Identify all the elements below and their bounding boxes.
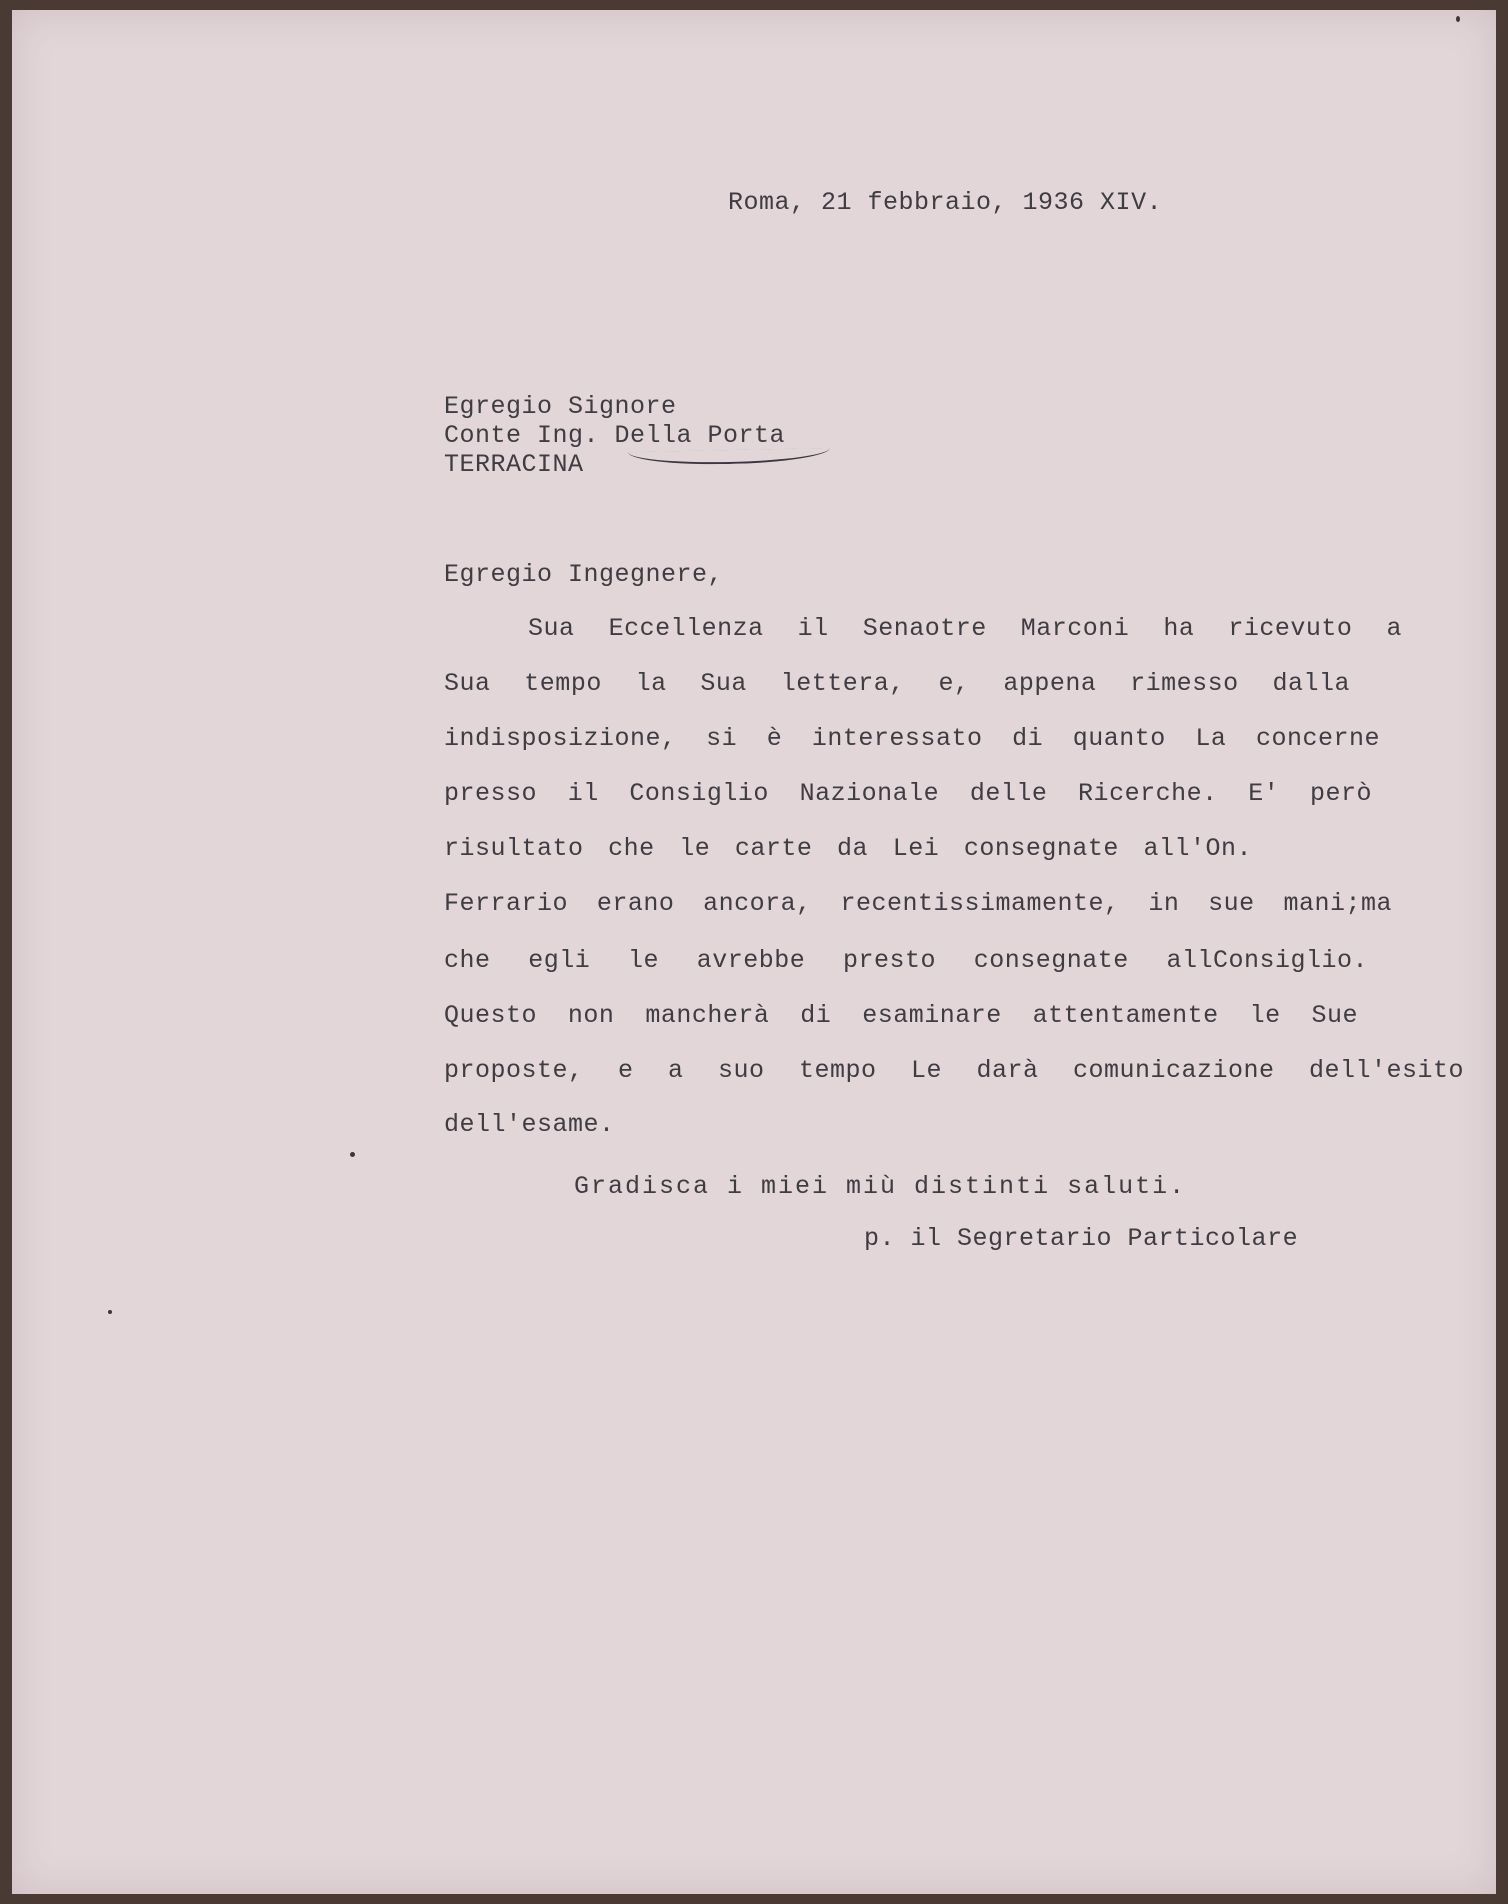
closing-line: Gradisca i miei miù distinti saluti. — [574, 1172, 1187, 1201]
body-line: risultato che le carte da Lei consegnate all'On. — [444, 834, 1252, 863]
salutation: Egregio Ingegnere, — [444, 560, 724, 589]
paper-speck — [108, 1310, 112, 1314]
recipient-name: Conte Ing. Della Porta — [444, 421, 786, 450]
signature-line: p. il Segretario Particolare — [864, 1224, 1299, 1253]
body-line: presso il Consiglio Nazionale delle Ricerche. E' però — [444, 779, 1372, 808]
body-line: dell'esame. — [444, 1110, 615, 1139]
body-line: Sua tempo la Sua lettera, e, appena rimesso dalla — [444, 669, 1350, 698]
letter-page — [12, 10, 1496, 1894]
body-line: che egli le avrebbe presto consegnate allConsiglio. — [444, 946, 1368, 975]
recipient-city: TERRACINA — [444, 450, 584, 479]
recipient-title: Egregio Signore — [444, 392, 677, 421]
letter-date: Roma, 21 febbraio, 1936 XIV. — [728, 188, 1163, 217]
body-line: Sua Eccellenza il Senaotre Marconi ha ricevuto a — [528, 614, 1402, 643]
handwritten-underline — [628, 448, 830, 466]
body-line: proposte, e a suo tempo Le darà comunicazione dell'esito — [444, 1056, 1464, 1085]
body-line: Ferrario erano ancora, recentissimamente, in sue mani;ma — [444, 889, 1392, 918]
paper-speck — [1456, 16, 1460, 22]
body-line: Questo non mancherà di esaminare attentamente le Sue — [444, 1001, 1358, 1030]
paper-speck — [350, 1152, 355, 1157]
body-line: indisposizione, si è interessato di quanto La concerne — [444, 724, 1380, 753]
